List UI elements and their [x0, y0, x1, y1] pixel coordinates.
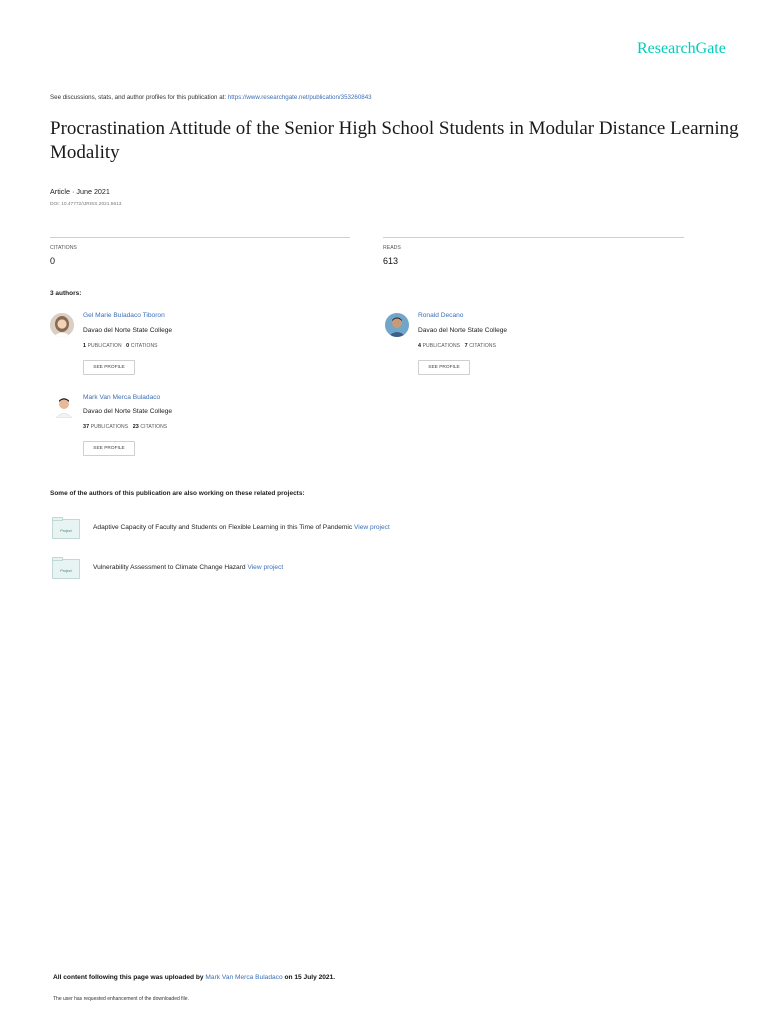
see-profile-button[interactable]: SEE PROFILE: [83, 360, 135, 375]
publication-meta: Article · June 2021: [50, 187, 110, 196]
publication-title: Procrastination Attitude of the Senior High School Students in Modular Distance Learning Modality: [50, 118, 739, 163]
researchgate-logo[interactable]: ResearchGate: [637, 40, 726, 57]
reads-value: 613: [383, 256, 399, 266]
avatar-photo-icon: [50, 313, 74, 337]
author-name-link[interactable]: Ronald Decano: [418, 312, 464, 319]
related-projects-heading: Some of the authors of this publication are also working on these related projects:: [50, 490, 305, 497]
divider: [383, 237, 684, 238]
uploader-link[interactable]: Mark Van Merca Buladaco: [205, 974, 283, 981]
project-folder-icon[interactable]: [52, 557, 80, 579]
authors-heading: 3 authors:: [50, 290, 82, 297]
publication-url-link[interactable]: https://www.researchgate.net/publication/353260843: [227, 94, 372, 101]
see-profile-button[interactable]: SEE PROFILE: [83, 441, 135, 456]
project-item: Adaptive Capacity of Faculty and Students on Flexible Learning in this Time of Pandemic View project: [93, 524, 390, 531]
publication-doi: DOI: 10.47772/IJRISS.2021.5613: [50, 202, 122, 207]
author-institution: Davao del Norte State College: [418, 327, 508, 334]
author-stats: 1 PUBLICATION 0 CITATIONS: [83, 343, 158, 349]
discussion-line: [50, 94, 372, 101]
discussion-text: See discussions, stats, and author profiles for this publication at:: [50, 94, 227, 101]
author-institution: Davao del Norte State College: [83, 327, 173, 334]
avatar[interactable]: [52, 394, 76, 418]
avatar-photo-icon: [52, 394, 76, 418]
view-project-link[interactable]: View project: [247, 564, 284, 571]
view-project-link[interactable]: View project: [353, 524, 390, 531]
avatar[interactable]: [385, 313, 409, 337]
svg-text:Project: Project: [60, 569, 72, 573]
project-folder-icon[interactable]: [52, 517, 80, 539]
author-institution: Davao del Norte State College: [83, 408, 173, 415]
project-item: Vulnerability Assessment to Climate Change Hazard View project: [93, 564, 284, 571]
author-name-link[interactable]: Mark Van Merca Buladaco: [83, 394, 161, 401]
author-stats: 37 PUBLICATIONS 23 CITATIONS: [83, 424, 168, 430]
divider: [50, 237, 350, 238]
enhancement-note: The user has requested enhancement of the downloaded file.: [53, 996, 189, 1002]
see-profile-button[interactable]: SEE PROFILE: [418, 360, 470, 375]
upload-notice: All content following this page was uploaded by Mark Van Merca Buladaco on 15 July 2021.: [53, 974, 336, 981]
avatar[interactable]: [50, 313, 74, 337]
citations-label: CITATIONS: [50, 245, 77, 251]
citations-value: 0: [50, 256, 56, 266]
author-stats: 4 PUBLICATIONS 7 CITATIONS: [418, 343, 497, 349]
avatar-photo-icon: [385, 313, 409, 337]
svg-text:Project: Project: [60, 529, 72, 533]
reads-label: READS: [383, 245, 401, 251]
author-name-link[interactable]: Gel Marie Buladaco Tiboron: [83, 312, 165, 319]
